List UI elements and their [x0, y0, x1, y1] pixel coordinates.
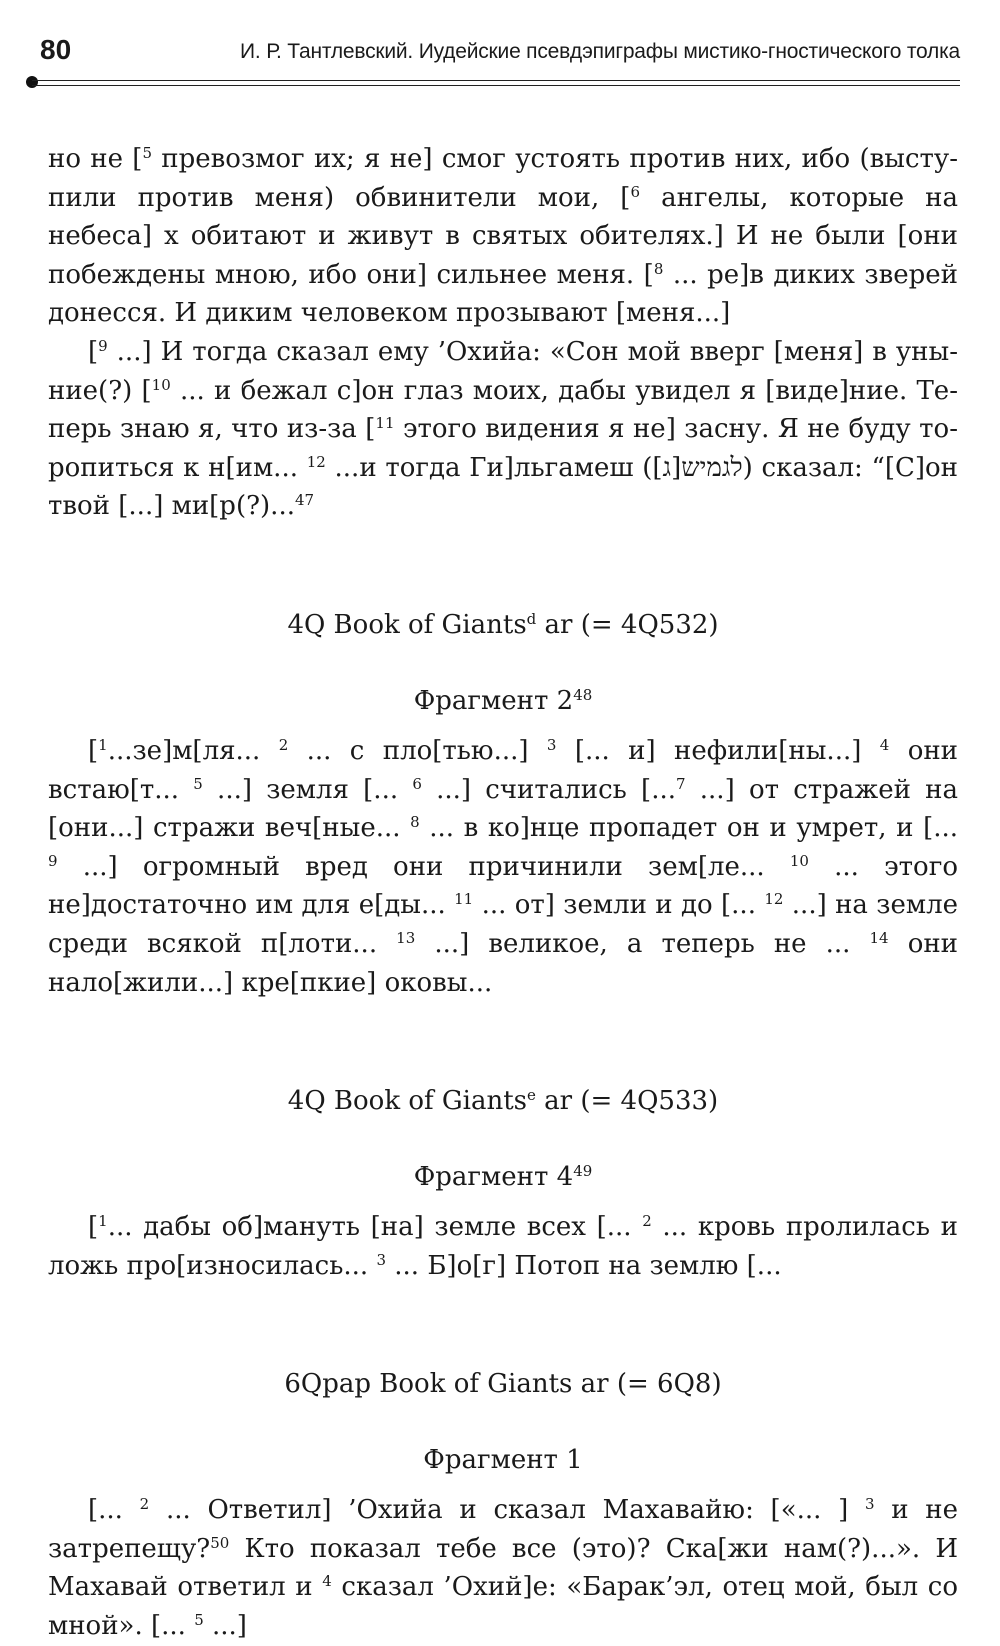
- page-header: [32, 30, 960, 90]
- fragment-title: Фрагмент 1: [423, 1445, 583, 1476]
- header-rule-lower: [32, 85, 960, 86]
- footnote-ref: 50: [210, 1533, 230, 1552]
- fragment-text: [$^1$...зе]м[ля... $^2$ ... с пло[тью...] $^3$ [... и] нефили[ны...] $^4$ они встаю[т... $^5$ ...] земля [... $^6$ ...] считались [...$^7$ ...] от стражей на [они...] стражи веч[ные... $^8$ ... в ко]нце пропадет он и умрет, и [... $^9$ ...] огромный вред они причинили зем[ле... $^{10}$ ... этого не]достаточно им для е[ды... $^{11}$ ... от] земли и до [... $^{12}$ ...] на земле среди всякой п[лоти... $^{13}$ ...] великое, а теперь не ... $^{14}$ они нало[жили...] кре[пкие] оковы...: [48, 735, 959, 998]
- fragment-text: [... $^2$ ... Ответил] ’Охийа и сказал Махавайю: [«... ] $^3$ и не затрепещу?$^{50}$ Кто показал тебе все (это)? Ска[жи нам(?)...». И Махавай ответил и $^4$ сказал ’Охий]е: «Барак’эл, отец мой, был со мной». [... $^5$ ...]: [48, 1495, 959, 1642]
- header-rule: [32, 80, 960, 81]
- paragraph-continuation: но не [$^5$ превозмог их; я не] смог устоять против них, ибо (выступили против меня) обвинители мои, [$^6$ ангелы, которые на небеса] х обитают и живут в святых обителях.] И не были [они побеждены мною, ибо они] сильнее меня. [$^8$ ... ре]в диких зверей донесся. И диким человеком прозывают [меня...]: [48, 144, 958, 329]
- hebrew-word: לגמיש[ג]: [652, 452, 743, 483]
- paragraph-ohiya-dream: [$^9$ ...] И тогда сказал ему ’Охийа: «Сон мой вверг [меня] в уныние(?) [$^{10}$ ... и бежал с]он глаз моих, дабы увидел я [виде]ние. Теперь знаю я, что из-за [$^{11}$ этого видения я не] засну. Я не буду торопиться к н[им... $^{12}$ ...и тогда Ги]льгамеш (לגמיש[ג]) сказал: “[С]он твой [...] ми[р(?)...$^{47}$: [48, 336, 958, 522]
- section-title-4q533: 4Q Book of Giants$^e$ ar (= 4Q533): [287, 1086, 719, 1117]
- header-rule-dot: [26, 76, 38, 88]
- fragment-title: Фрагмент $2^{48}$: [413, 685, 593, 716]
- running-title: И. Р. Тантлевский. Иудейские псевдэпиграфы мистико-гностического толка: [240, 40, 960, 63]
- footnote-ref: 47: [294, 491, 315, 510]
- section-title-4q532: 4Q Book of Giants$^d$ ar (= 4Q532): [287, 609, 719, 640]
- fragment-text: [$^1$... дабы об]мануть [на] земле всех [... $^2$ ... кровь пролилась и ложь про[износилась... $^3$ ... Б]о[г] Потоп на землю [...: [48, 1212, 958, 1281]
- section-title-6q8: 6Qpap Book of Giants ar (= 6Q8): [284, 1369, 722, 1400]
- page-number: 80: [40, 34, 72, 65]
- fragment-title: Фрагмент $4^{49}$: [413, 1162, 593, 1193]
- page-content: [48, 140, 958, 1646]
